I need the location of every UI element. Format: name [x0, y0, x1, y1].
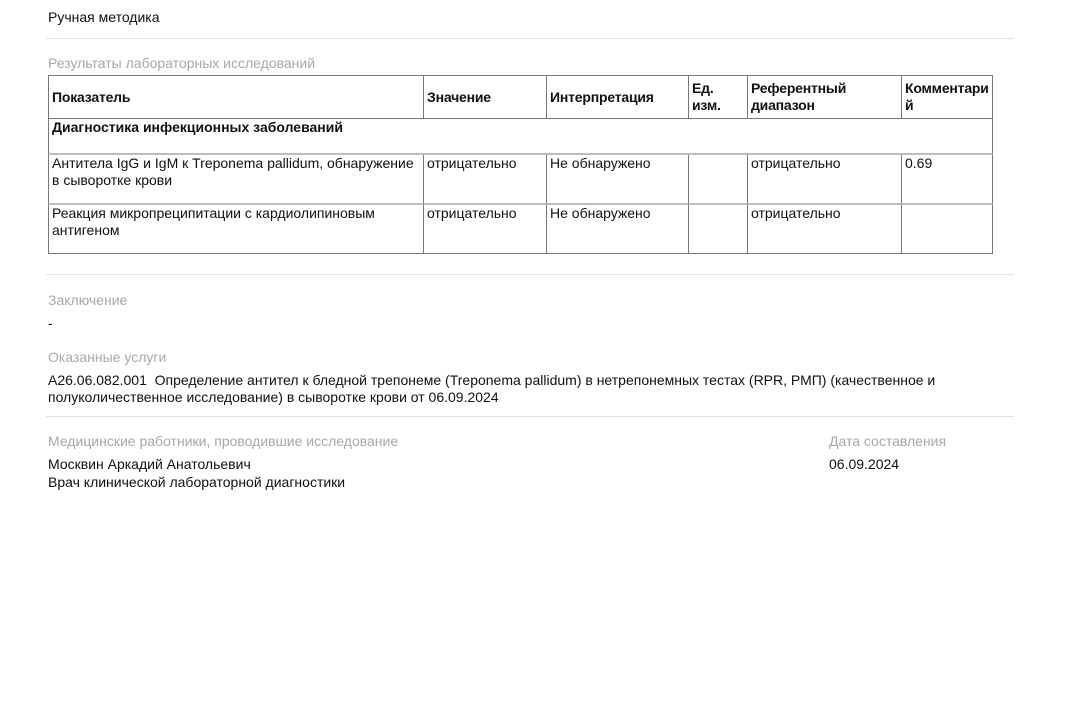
group-title: Диагностика инфекционных заболеваний [48, 118, 993, 155]
cell-value: отрицательно [423, 203, 546, 254]
cell-comment [901, 203, 993, 254]
table-group-row [48, 118, 993, 155]
header-value: Значение [423, 75, 546, 118]
staff-title: Медицинские работники, проводившие исследование [48, 433, 399, 449]
divider [46, 38, 1014, 39]
cell-reference: отрицательно [747, 155, 901, 203]
conclusion-text: - [48, 315, 53, 331]
date-value: 06.09.2024 [829, 456, 900, 472]
cell-interpretation: Не обнаружено [546, 155, 688, 203]
header-comment: Комментарий [901, 75, 993, 118]
conclusion-title: Заключение [48, 292, 128, 308]
divider [46, 416, 1014, 417]
header-interpretation: Интерпретация [546, 75, 688, 118]
lab-results-table [48, 75, 993, 254]
cell-interpretation: Не обнаружено [546, 203, 688, 254]
cell-indicator: Антитела IgG и IgM к Treponema pallidum, обнаружение в сыворотке крови [48, 155, 423, 203]
method-label: Ручная методика [48, 9, 160, 25]
staff-name: Москвин Аркадий Анатольевич [48, 456, 251, 472]
table-row [48, 203, 993, 254]
services-title: Оказанные услуги [48, 349, 167, 365]
header-reference: Референтный диапазон [747, 75, 901, 118]
cell-value: отрицательно [423, 155, 546, 203]
lab-results-title: Результаты лабораторных исследований [48, 55, 316, 71]
divider [46, 274, 1014, 275]
services-text: А26.06.082.001 Определение антител к бледной трепонеме (Treponema pallidum) в нетрепонемных тестах (RPR, РМП) (качественное и полуколичественное исследование) в сыворотке крови от 06.09.2024 [48, 372, 940, 405]
cell-comment: 0.69 [901, 155, 993, 203]
staff-position: Врач клинической лабораторной диагностики [48, 474, 346, 490]
table-header-row [48, 75, 993, 118]
header-unit: Ед. изм. [688, 75, 747, 118]
date-title: Дата составления [829, 433, 947, 449]
cell-unit [688, 203, 747, 254]
cell-unit [688, 155, 747, 203]
cell-indicator: Реакция микропреципитации с кардиолипиновым антигеном [48, 203, 423, 254]
table-row [48, 155, 993, 203]
cell-reference: отрицательно [747, 203, 901, 254]
header-indicator: Показатель [48, 75, 423, 118]
